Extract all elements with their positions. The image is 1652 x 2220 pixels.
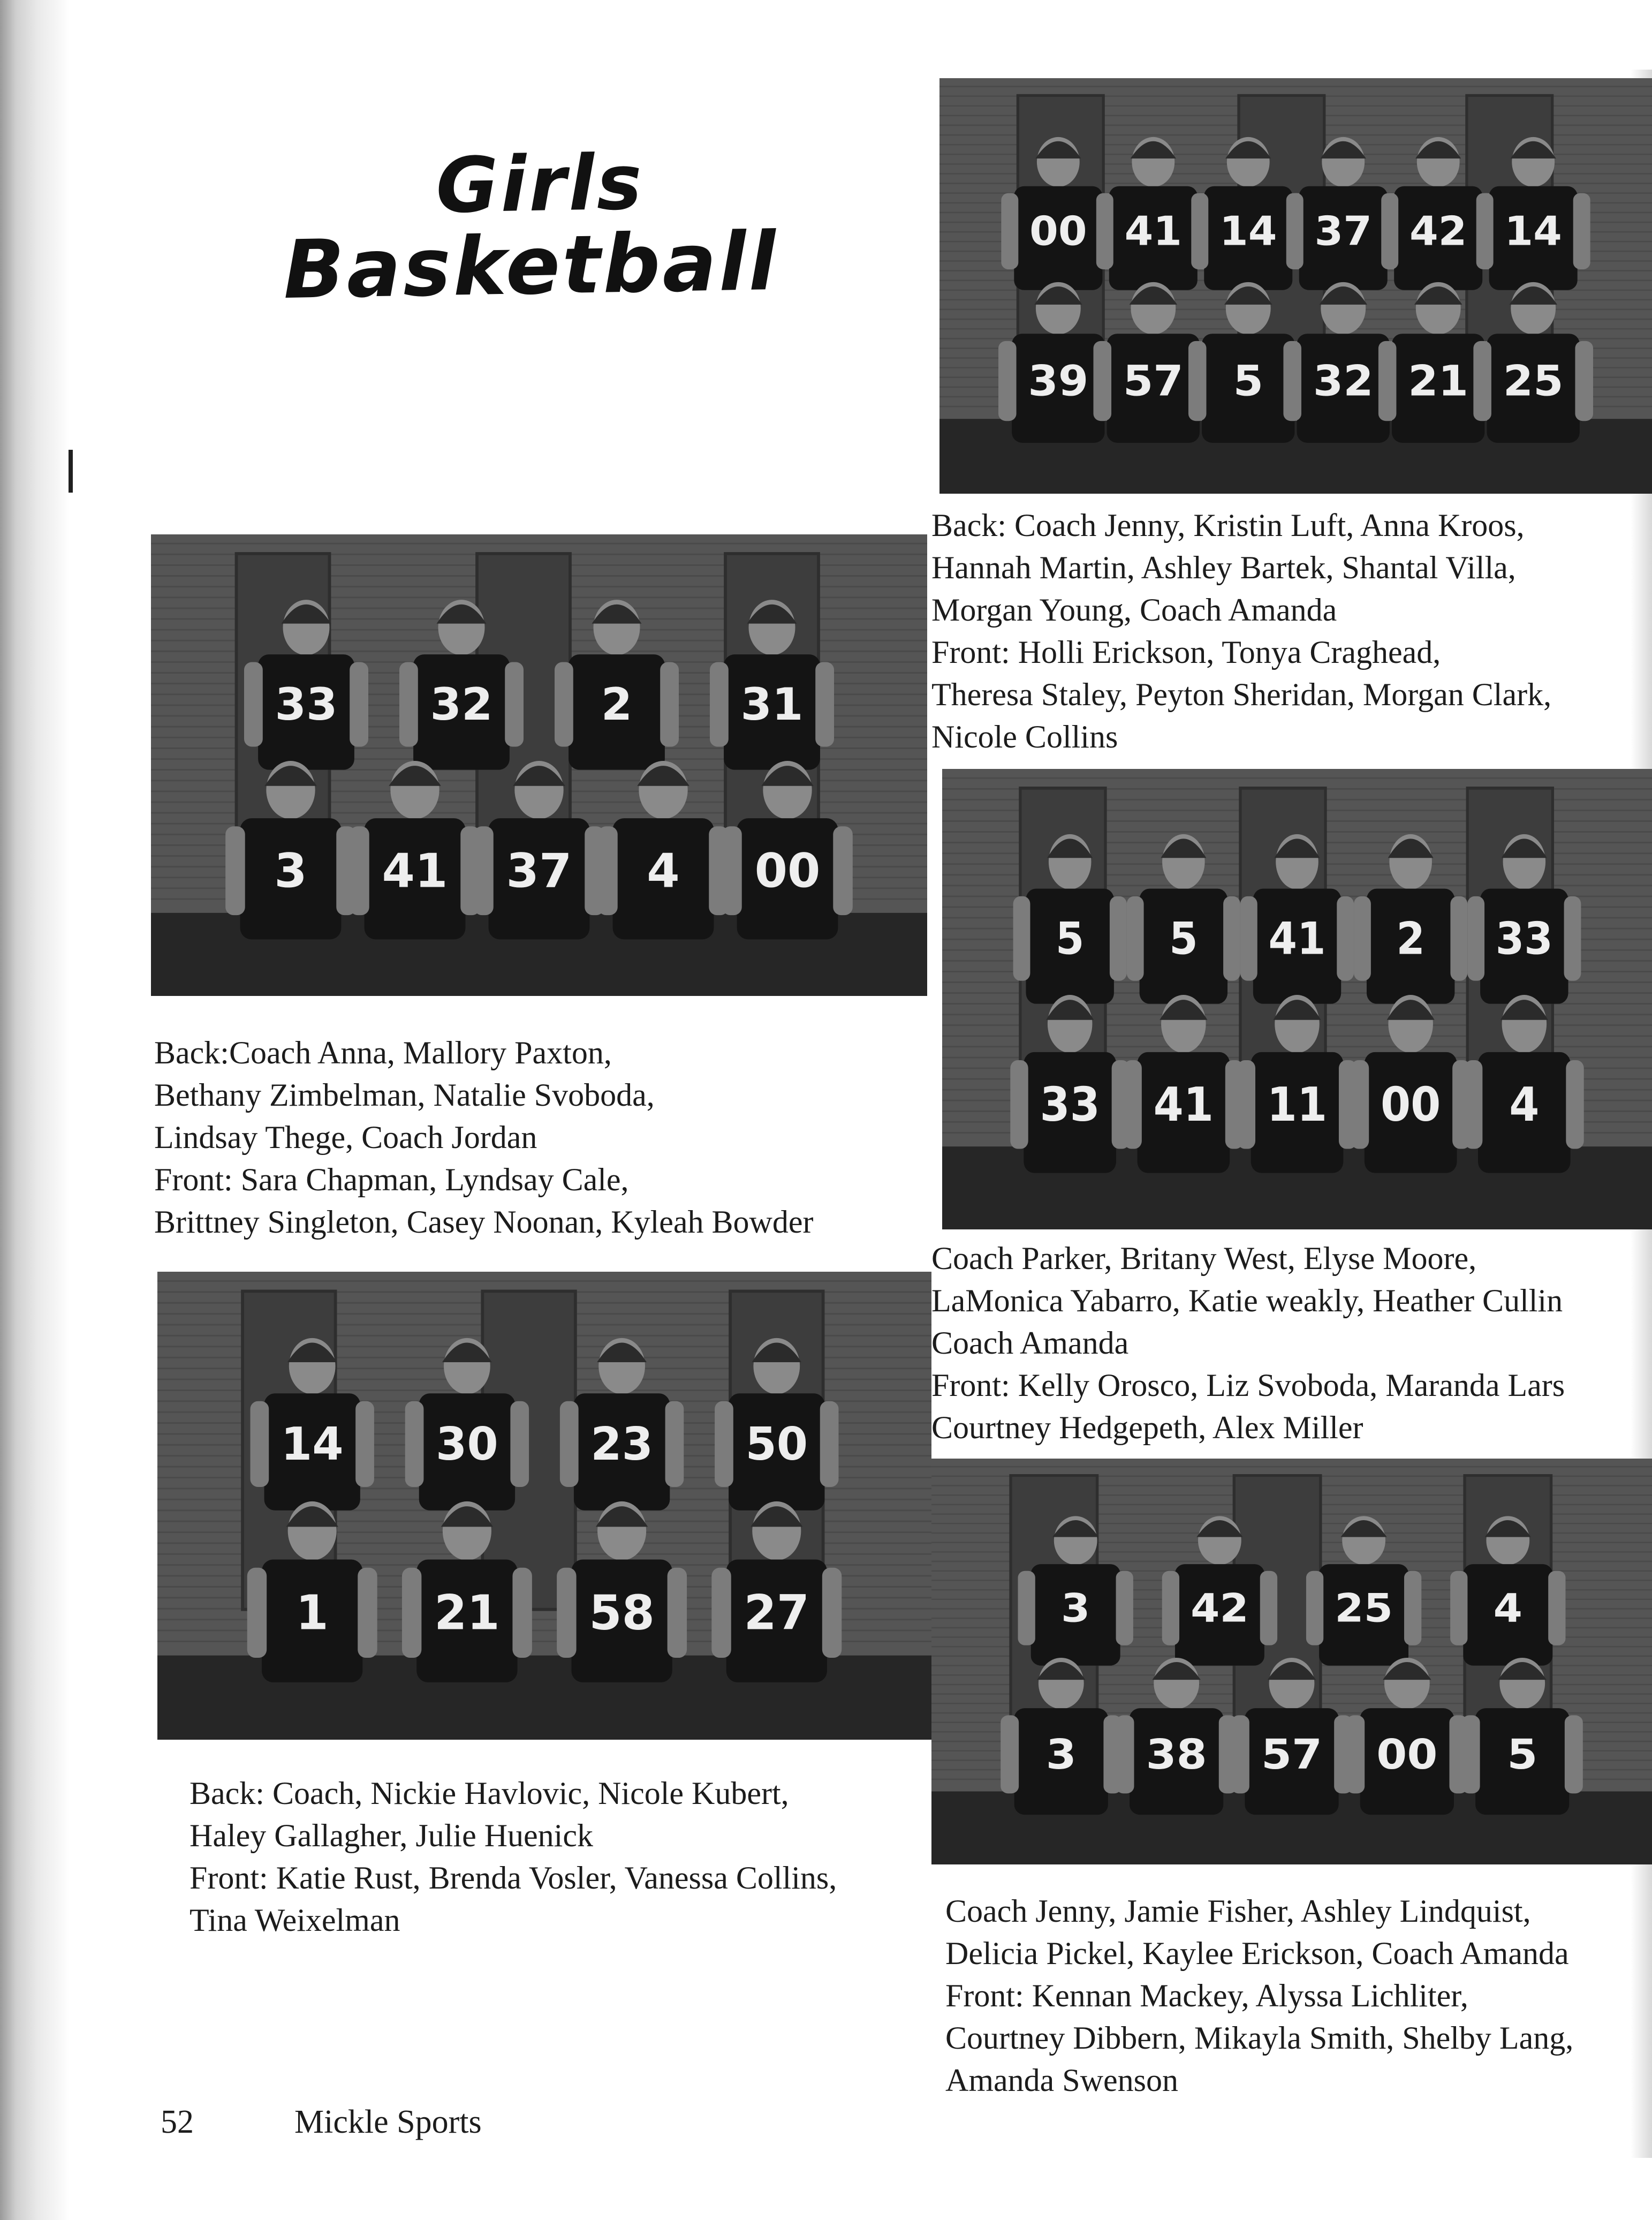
jersey-number: 37	[506, 843, 572, 898]
jersey-number: 4	[647, 843, 680, 898]
jersey-number: 37	[1314, 207, 1372, 255]
team-photo-drawing	[942, 769, 1652, 1229]
team-photo-drawing	[151, 534, 927, 996]
binding-mark	[69, 450, 73, 493]
team-caption-1	[931, 504, 1652, 758]
caption-line: Back: Coach, Nickie Havlovic, Nicole Kubert,	[190, 1776, 789, 1811]
jersey-number: 33	[1495, 912, 1553, 965]
team-photo-3	[942, 769, 1652, 1229]
caption-line: Courtney Dibbern, Mikayla Smith, Shelby Lang,	[945, 2020, 1574, 2056]
jersey-number: 5	[1233, 356, 1263, 406]
team-photo-drawing	[157, 1272, 931, 1740]
jersey-number: 3	[1045, 1730, 1077, 1779]
jersey-number: 11	[1267, 1077, 1328, 1132]
jersey-number: 14	[281, 1417, 344, 1471]
jersey-number: 4	[1493, 1585, 1522, 1631]
jersey-number: 57	[1261, 1730, 1323, 1779]
jersey-number: 2	[601, 678, 633, 731]
jersey-number: 5	[1507, 1730, 1538, 1779]
jersey-number: 23	[590, 1417, 653, 1471]
caption-line: Back: Coach Jenny, Kristin Luft, Anna Kroos,	[931, 508, 1525, 543]
jersey-number: 30	[436, 1417, 498, 1471]
jersey-number: 42	[1191, 1585, 1249, 1631]
caption-line: LaMonica Yabarro, Katie weakly, Heather Cullin	[931, 1283, 1563, 1318]
caption-line: Amanda Swenson	[945, 2063, 1178, 2098]
caption-line: Front: Kennan Mackey, Alyssa Lichliter,	[945, 1978, 1468, 2013]
caption-line: Bethany Zimbelman, Natalie Svoboda,	[154, 1077, 655, 1113]
jersey-number: 33	[275, 678, 338, 731]
caption-line: Tina Weixelman	[190, 1902, 400, 1938]
caption-line: Front: Kelly Orosco, Liz Svoboda, Maranda Lars	[931, 1368, 1565, 1403]
caption-line: Courtney Hedgepeth, Alex Miller	[931, 1410, 1363, 1445]
caption-line: Brittney Singleton, Casey Noonan, Kyleah Bowder	[154, 1204, 814, 1240]
jersey-number: 14	[1219, 207, 1277, 255]
jersey-number: 41	[1268, 912, 1326, 965]
page-binding-shadow	[0, 0, 70, 2220]
team-caption-4	[190, 1772, 928, 1942]
jersey-number: 25	[1503, 356, 1564, 406]
caption-line: Coach Amanda	[931, 1325, 1129, 1361]
page-heading	[266, 138, 793, 318]
caption-line: Haley Gallagher, Julie Huenick	[190, 1818, 593, 1853]
caption-line: Hannah Martin, Ashley Bartek, Shantal Villa,	[931, 550, 1516, 585]
caption-line: Back:Coach Anna, Mallory Paxton,	[154, 1035, 612, 1070]
caption-line: Coach Jenny, Jamie Fisher, Ashley Lindquist,	[945, 1893, 1531, 1929]
team-caption-3	[931, 1237, 1652, 1449]
page-number: 52	[161, 2104, 194, 2140]
jersey-number: 38	[1146, 1730, 1207, 1779]
jersey-number: 39	[1028, 356, 1089, 406]
jersey-number: 00	[754, 843, 821, 898]
jersey-number: 50	[745, 1417, 808, 1471]
caption-line: Nicole Collins	[931, 719, 1118, 754]
jersey-number: 41	[1153, 1077, 1214, 1132]
jersey-number: 4	[1509, 1077, 1540, 1132]
caption-line: Lindsay Thege, Coach Jordan	[154, 1120, 537, 1155]
caption-line: Front: Holli Erickson, Tonya Craghead,	[931, 635, 1441, 670]
jersey-number: 57	[1123, 356, 1184, 406]
team-photo-4	[157, 1272, 931, 1740]
jersey-number: 3	[1061, 1585, 1090, 1631]
team-photo-drawing	[939, 78, 1652, 494]
jersey-number: 21	[1408, 356, 1469, 406]
team-photo-5	[931, 1459, 1652, 1864]
caption-line: Coach Parker, Britany West, Elyse Moore,	[931, 1241, 1477, 1276]
jersey-number: 14	[1504, 207, 1562, 255]
jersey-number: 32	[430, 678, 493, 731]
caption-line: Morgan Young, Coach Amanda	[931, 592, 1337, 628]
team-caption-5	[945, 1890, 1652, 2102]
jersey-number: 00	[1376, 1730, 1438, 1779]
jersey-number: 00	[1380, 1077, 1441, 1132]
jersey-number: 58	[589, 1585, 655, 1641]
caption-line: Front: Sara Chapman, Lyndsay Cale,	[154, 1162, 629, 1197]
jersey-number: 31	[740, 678, 804, 731]
jersey-number: 21	[434, 1585, 500, 1641]
jersey-number: 42	[1409, 207, 1467, 255]
heading-line-basketball: Basketball	[282, 215, 779, 318]
heading-line-girls: Girls	[435, 138, 645, 231]
caption-line: Theresa Staley, Peyton Sheridan, Morgan Clark,	[931, 677, 1552, 712]
section-title: Mickle Sports	[294, 2104, 482, 2140]
jersey-number: 25	[1335, 1585, 1393, 1631]
caption-line: Front: Katie Rust, Brenda Vosler, Vanessa Collins,	[190, 1860, 837, 1896]
jersey-number: 2	[1396, 912, 1425, 965]
jersey-number: 27	[744, 1585, 810, 1641]
jersey-number: 00	[1029, 207, 1087, 255]
caption-line: Delicia Pickel, Kaylee Erickson, Coach Amanda	[945, 1936, 1569, 1971]
jersey-number: 32	[1313, 356, 1374, 406]
team-photo-2	[151, 534, 927, 996]
jersey-number: 3	[274, 843, 307, 898]
team-caption-2	[154, 1032, 925, 1243]
jersey-number: 41	[1124, 207, 1183, 255]
jersey-number: 41	[382, 843, 448, 898]
team-photo-drawing	[931, 1459, 1652, 1864]
jersey-number: 1	[295, 1585, 329, 1641]
jersey-number: 5	[1055, 912, 1085, 965]
team-photo-1	[939, 78, 1652, 494]
jersey-number: 33	[1040, 1077, 1100, 1132]
jersey-number: 5	[1169, 912, 1198, 965]
